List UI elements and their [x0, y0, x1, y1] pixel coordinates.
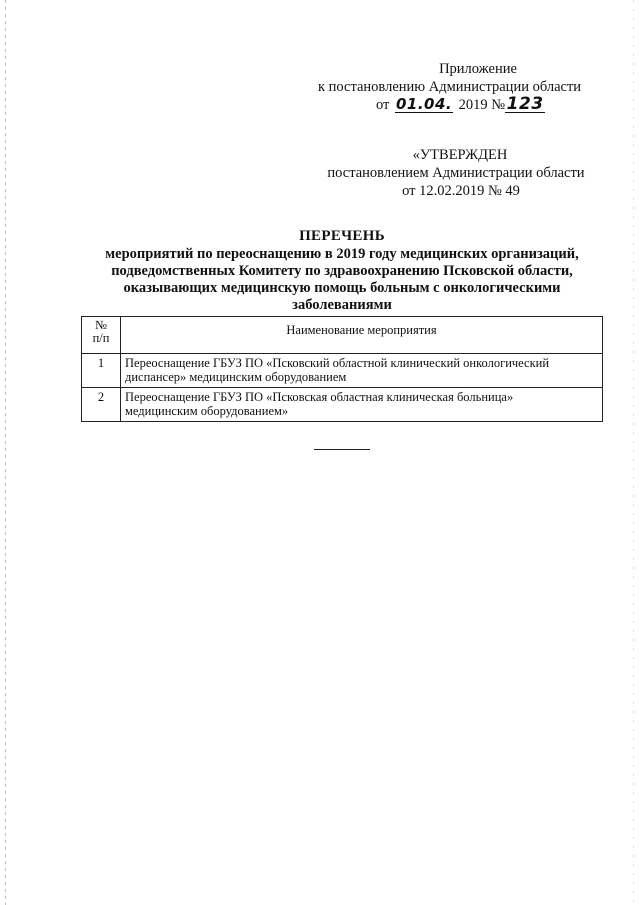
- approval-title: «УТВЕРЖДЕН: [412, 147, 508, 163]
- scan-edge-right: [633, 0, 634, 905]
- scan-edge-left: [5, 0, 6, 905]
- row-measure-line-1: Переоснащение ГБУЗ ПО «Псковская областная клиническая больница»: [125, 390, 514, 404]
- appendix-block: [318, 60, 608, 116]
- approval-resolution-line: постановлением Администрации области: [327, 165, 585, 181]
- document-subtitle-line-3: оказывающих медицинскую помощь больным с онкологическими: [123, 280, 561, 296]
- handwritten-date: 01.04.: [395, 95, 453, 113]
- row-measure-line-1: Переоснащение ГБУЗ ПО «Псковский областной клинический онкологический: [125, 356, 550, 370]
- row-measure-line-2: медицинским оборудованием»: [125, 404, 289, 418]
- row-number: 2: [82, 388, 121, 422]
- table-row: [82, 388, 603, 422]
- appendix-title: Приложение: [439, 61, 517, 77]
- header-measure-name: Наименование мероприятия: [121, 317, 603, 354]
- approval-date-line: от 12.02.2019 № 49: [402, 183, 520, 199]
- appendix-year-label: 2019 №: [458, 97, 506, 113]
- appendix-date-prefix: от: [376, 97, 390, 113]
- row-measure: [121, 354, 603, 388]
- end-divider: [314, 449, 370, 450]
- document-subtitle-line-1: мероприятий по переоснащению в 2019 году медицинских организаций,: [105, 246, 579, 262]
- row-measure: [121, 388, 603, 422]
- row-measure-line-2: диспансер» медицинским оборудованием: [125, 370, 347, 384]
- measures-table: [81, 316, 603, 422]
- approval-block: [320, 146, 592, 200]
- header-number: [82, 317, 121, 354]
- appendix-date-line: [376, 96, 608, 116]
- header-number-abbrev: п/п: [92, 331, 110, 345]
- document-subtitle-line-4: заболеваниями: [292, 297, 392, 313]
- handwritten-number: 123: [506, 94, 544, 114]
- row-number: 1: [82, 354, 121, 388]
- appendix-resolution-line: к постановлению Администрации области: [318, 79, 582, 95]
- document-heading: ПЕРЕЧЕНЬ: [299, 228, 385, 244]
- table-header-row: [82, 317, 603, 354]
- document-title-block: [82, 228, 602, 314]
- document-subtitle-line-2: подведомственных Комитету по здравоохранению Псковской области,: [111, 263, 573, 279]
- table-row: [82, 354, 603, 388]
- header-number-symbol: №: [95, 318, 107, 332]
